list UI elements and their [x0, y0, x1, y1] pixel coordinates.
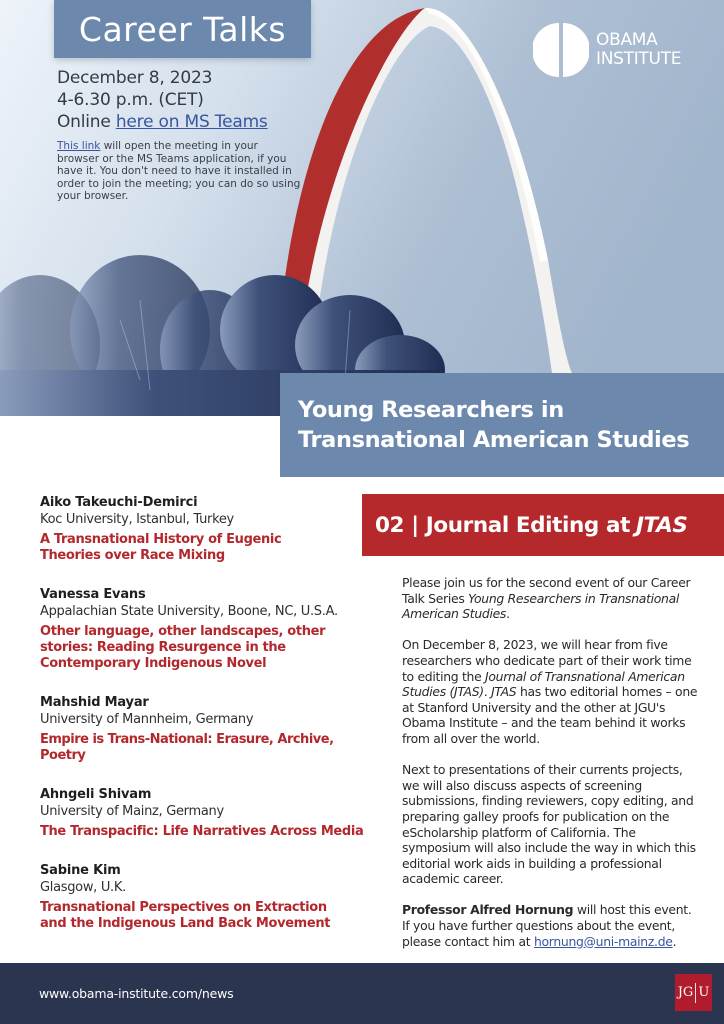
desc-text: .: [506, 606, 510, 622]
logo-line-1: OBAMA: [596, 30, 658, 50]
speaker-item: [40, 862, 370, 932]
jgu-logo: [675, 974, 712, 1011]
obama-institute-logo: [533, 22, 681, 78]
website-link[interactable]: www.obama-institute.com/news: [39, 986, 234, 1001]
speaker-item: [40, 494, 370, 564]
speaker-item: [40, 786, 370, 840]
speaker-affiliation: Appalachian State University, Boone, NC, U.S.A.: [40, 604, 338, 619]
event-description: [402, 575, 702, 965]
talk-title: A Transnational History of Eugenic Theories over Race Mixing: [40, 532, 282, 563]
logo-wordmark: [596, 31, 681, 69]
logo-line-2: INSTITUTE: [596, 49, 682, 69]
series-label-box: [54, 0, 311, 58]
event-date: December 8, 2023: [57, 68, 213, 88]
series-banner: [280, 373, 724, 477]
speaker-list: [40, 494, 370, 954]
speaker-affiliation: University of Mannheim, Germany: [40, 712, 254, 727]
speaker-name: Ahngeli Shivam: [40, 787, 152, 802]
desc-text: .: [672, 933, 677, 949]
talk-title: The Transpacific: Life Narratives Across Media: [40, 824, 364, 839]
online-prefix: Online: [57, 112, 116, 132]
speaker-name: Sabine Kim: [40, 863, 121, 878]
series-title-line-2: Transnational American Studies: [298, 427, 690, 453]
speaker-affiliation: Koc University, Istanbul, Turkey: [40, 512, 234, 527]
jgu-logo-right: U: [698, 985, 710, 1000]
description-paragraph-3: Next to presentations of their currents projects, we will also discuss aspects of screening submissions, finding reviewers, copy editing, and preparing galley proofs for publication on the eScholarship platform of California. The symposium will also include the way in which this editorial work aids in building a professional academic career.: [402, 762, 696, 887]
description-paragraph-4: [402, 902, 702, 949]
speaker-item: [40, 586, 370, 672]
description-paragraph-2: [402, 637, 702, 746]
link-note: [57, 140, 303, 203]
jgu-logo-left: JG: [677, 985, 694, 1000]
speaker-name: Vanessa Evans: [40, 587, 146, 602]
speaker-affiliation: University of Mainz, Germany: [40, 804, 224, 819]
desc-text: has two editorial homes – one at Stanford University and the other at JGU's Obama Institute – and the team behind it works from all over the world.: [402, 684, 698, 746]
talk-title: Empire is Trans-National: Erasure, Archive, Poetry: [40, 732, 334, 763]
desc-text: .: [483, 684, 492, 700]
event-title-journal: JTAS: [635, 512, 688, 538]
event-info: [57, 67, 307, 203]
event-time: 4-6.30 p.m. (CET): [57, 90, 204, 110]
event-title-prefix: 02 | Journal Editing at: [375, 512, 630, 538]
speaker-affiliation: Glasgow, U.K.: [40, 880, 126, 895]
link-note-text: will open the meeting in your browser or the MS Teams application, if you have it. You don't need to have it installed in order to join the meeting; you can do so using your browser.: [57, 140, 301, 203]
event-title: [362, 494, 724, 556]
series-title-line-1: Young Researchers in: [298, 397, 564, 423]
obama-institute-logo-icon: [533, 22, 589, 78]
desc-text: On December 8, 2023, we will hear from five researchers who dedicate part of their work time to editing the: [402, 637, 692, 684]
talk-title: Transnational Perspectives on Extraction and the Indigenous Land Back Movement: [40, 900, 331, 931]
speaker-name: Aiko Takeuchi-Demirci: [40, 495, 198, 510]
series-label: Career Talks: [78, 9, 287, 49]
contact-email-link[interactable]: hornung@uni-mainz.de: [533, 933, 673, 949]
host-name: Professor Alfred Hornung: [402, 902, 574, 918]
description-paragraph-1: [402, 575, 702, 622]
ms-teams-link[interactable]: here on MS Teams: [115, 112, 268, 132]
event-location: [57, 111, 307, 133]
talk-title: Other language, other landscapes, other stories: Reading Resurgence in the Contemporary Indigenous Novel: [40, 624, 326, 671]
jgu-logo-divider: [695, 983, 696, 1003]
speaker-item: [40, 694, 370, 764]
journal-name-italic: Journal of Transnational American Studies (JTAS): [402, 668, 685, 700]
desc-text: will host this event. If you have further questions about the event, please contact him at: [402, 902, 692, 949]
journal-abbr-italic: JTAS: [491, 684, 517, 700]
footer: [0, 963, 724, 1024]
desc-text: Please join us for the second event of our Career Talk Series: [402, 575, 691, 606]
series-name-italic: Young Researchers in Transnational American Studies: [402, 590, 680, 622]
speaker-name: Mahshid Mayar: [40, 695, 149, 710]
this-link[interactable]: This link: [57, 140, 101, 152]
